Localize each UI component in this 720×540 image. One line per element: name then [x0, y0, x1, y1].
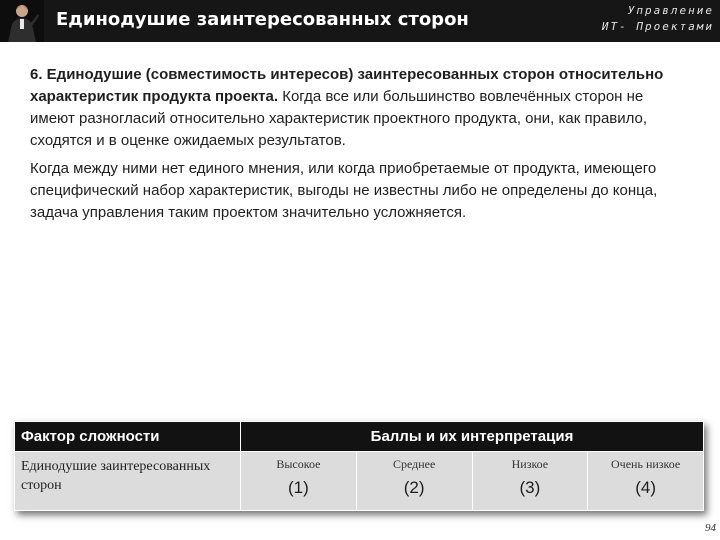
score-label: Очень низкое [611, 457, 681, 471]
score-cell-low [472, 452, 588, 511]
complexity-table [14, 421, 704, 511]
paragraph-1-rest: Когда все или большинство вовлечённых сторон не имеют разногласий относительно характеристик проектного продукта, они, как правило, сходятся и в оценке ожидаемых результатов. [30, 88, 648, 149]
brand-line-1: Управление [627, 4, 714, 17]
paragraph-1 [30, 64, 690, 152]
paragraph-1-bold: 6. Единодушие (совместимость интересов) заинтересованных сторон относительно характеристик продукта проекта. [30, 66, 664, 105]
header-scores: Баллы и их интерпретация [241, 422, 704, 452]
presenter-photo [0, 0, 44, 42]
score-value: (3) [519, 478, 541, 497]
score-label: Среднее [392, 457, 436, 471]
score-value: (1) [287, 478, 309, 497]
factor-cell: Единодушие заинтересованных сторон [15, 452, 241, 511]
slide-body [30, 64, 690, 230]
title-bar [0, 0, 720, 42]
score-label: Высокое [276, 457, 321, 471]
score-value: (4) [635, 478, 657, 497]
paragraph-2: Когда между ними нет единого мнения, или когда приобретаемые от продукта, имеющего специфический набор характеристик, выгоды не известны либо не определены до конца, задача управления таким проектом значительно усложняется. [30, 160, 658, 221]
page-number: 94 [705, 522, 716, 534]
slide-title: Единодушие заинтересованных сторон [56, 9, 469, 30]
brand-line-2: ИТ- Проектами [601, 20, 714, 33]
score-label: Низкое [511, 457, 549, 471]
score-cell-medium [356, 452, 472, 511]
table-row [15, 452, 704, 511]
course-brand [602, 3, 714, 35]
table-header-row [15, 422, 704, 452]
score-cell-high [241, 452, 357, 511]
header-factor: Фактор сложности [15, 422, 241, 452]
score-value: (2) [403, 478, 425, 497]
score-cell-very-low [588, 452, 704, 511]
